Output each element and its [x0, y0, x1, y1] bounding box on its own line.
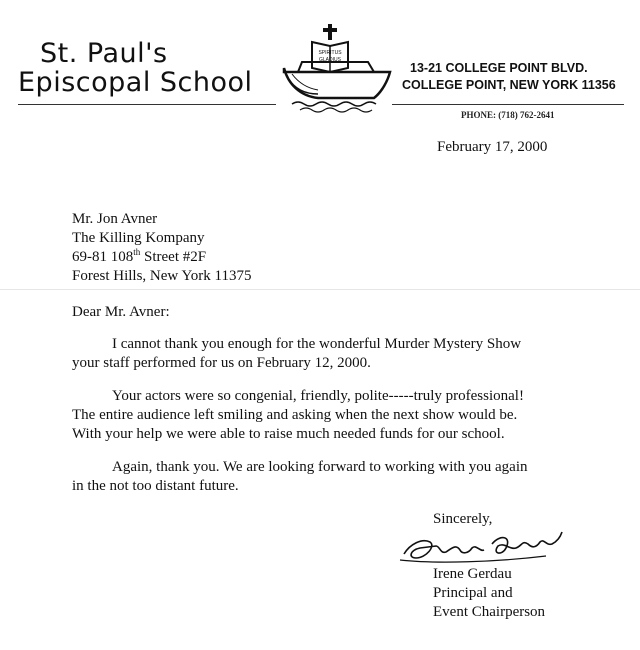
street-ordinal: th [133, 247, 141, 257]
paragraph1-line1: I cannot thank you enough for the wonderful Murder Mystery Show [112, 336, 522, 352]
paragraph2-line1: Your actors were so congenial, friendly, polite-----truly professional! [112, 388, 524, 404]
school-address-line2: COLLEGE POINT, NEW YORK 11356 [402, 78, 616, 92]
handwritten-signature [396, 524, 566, 568]
fold-line [0, 289, 640, 290]
recipient-name: Mr. Jon Avner [72, 211, 158, 227]
recipient-street [72, 247, 206, 267]
signer-title-line2: Event Chairperson [433, 604, 546, 620]
paragraph2-line2: The entire audience left smiling and asking when the next show would be. [72, 407, 518, 423]
school-name-line2: Episcopal School [18, 67, 253, 98]
paragraph1-line2: your staff performed for us on February 12, 2000. [72, 355, 371, 371]
paragraph2-line3: With your help we were able to raise much needed funds for our school. [72, 426, 505, 442]
recipient-company: The Killing Kompany [72, 230, 205, 246]
school-name-line1: St. Paul's [40, 38, 168, 69]
school-address-line1: 13-21 COLLEGE POINT BLVD. [410, 61, 588, 75]
street-rest: Street #2F [140, 249, 207, 265]
street-number: 69-81 108 [72, 249, 134, 265]
letter-date: February 17, 2000 [437, 139, 548, 155]
sign-off: Sincerely, [433, 511, 493, 527]
signer-name: Irene Gerdau [433, 566, 512, 582]
paragraph3-line2: in the not too distant future. [72, 478, 239, 494]
letterhead-rule-left [18, 104, 276, 105]
school-phone: PHONE: (718) 762-2641 [461, 110, 555, 120]
signer-title-line1: Principal and [433, 585, 513, 601]
letterhead-rule-right [392, 104, 624, 105]
school-seal-logo [278, 22, 396, 114]
seal-text-top: SPIRITUS [318, 50, 342, 56]
recipient-city: Forest Hills, New York 11375 [72, 268, 252, 284]
paragraph3-line1: Again, thank you. We are looking forward to working with you again [112, 459, 528, 475]
salutation: Dear Mr. Avner: [72, 304, 170, 320]
seal-text-bottom: GLADIUS [319, 57, 341, 63]
